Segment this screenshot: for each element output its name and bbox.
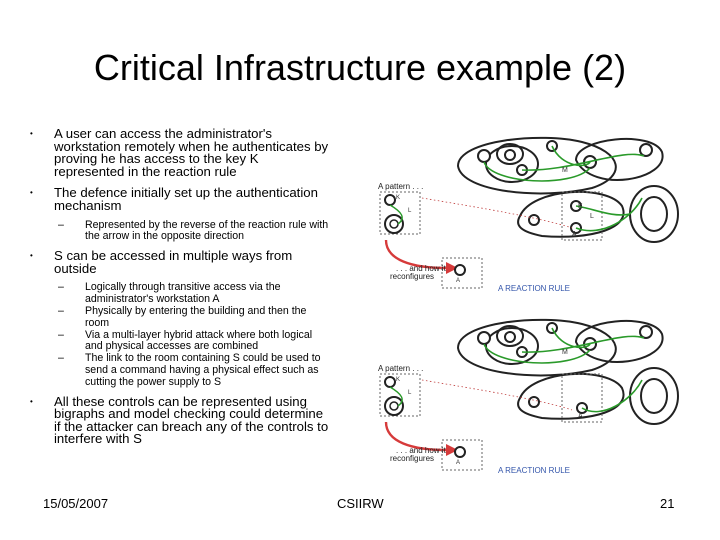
bullet-list [30,128,330,448]
sub-bullet-item [30,220,330,244]
node [529,397,539,407]
node-k [385,195,395,205]
reaction-rule-label: A REACTION RULE [498,466,571,475]
mapping-dotted-line [422,198,572,228]
sub-bullet-mark: – [58,281,64,294]
node [529,215,539,225]
bullet-item [30,187,330,212]
node-label: M [562,167,568,174]
inner-region [641,379,667,413]
sub-bullet-text: Via a multi-layer hybrid attack where both logical and physical accesses are combined [85,328,313,353]
region-right [630,368,678,424]
node-k [385,377,395,387]
node-a [455,447,465,457]
reaction-rule-diagram-2 [372,310,682,478]
node-label: A [578,413,583,420]
bullet-text: The defence initially set up the authentication mechanism [54,185,318,213]
bullet-item [30,250,330,275]
node-label: A [572,231,577,238]
node-a [390,402,398,410]
how-label: . . . and how it [396,446,446,455]
sub-bullet-text: Represented by the reverse of the reaction rule with the arrow in the opposite direction [85,218,329,243]
slide-title: Critical Infrastructure example (2) [93,47,627,88]
node-label: K [396,195,401,201]
region-right [630,186,678,242]
node-label: A [456,278,461,284]
sub-bullet-mark: – [58,328,64,341]
pattern-label: A pattern . . . [378,364,424,373]
pattern-box [378,182,572,234]
sub-bullet-item [30,282,330,306]
how-label: reconfigures [390,272,435,281]
bullet-item [30,393,330,447]
inner-region [641,197,667,231]
footer-date: 15/05/2007 [43,496,109,511]
sub-bullet-text: The link to the room containing S could be used to send a command having a physical effect such as cutting the power supply to S [85,352,321,388]
sub-bullet-item [30,330,330,354]
sub-bullet-text: Logically through transitive access via the administrator's workstation A [85,281,281,306]
reaction-rule-diagram-1 [372,128,682,296]
node [505,150,515,160]
footer-page-number: 21 [660,496,675,511]
how-label: . . . and how it [396,264,446,273]
bullet-text: A user can access the administrator's workstation remotely when he authenticates by proving he has access to the key K represented in the reaction rule [54,126,329,179]
sub-bullet-mark: – [58,304,64,317]
sub-bullet-mark: – [58,218,64,231]
node [478,150,490,162]
node-label: K [578,203,583,210]
sub-bullet-item [30,306,330,330]
how-label: reconfigures [390,454,435,463]
node-label: L [408,208,412,214]
node-label: L [590,213,594,220]
bullet-mark: • [30,251,33,261]
node-a [390,220,398,228]
node [505,332,515,342]
bullet-text: All these controls can be represented using bigraphs and model checking could determine if the attacker can breach any of the controls to interfere with S [54,393,329,447]
pattern-box [378,364,572,416]
sub-bullet-text: Physically by entering the building and then the room [85,304,307,329]
bullet-mark: • [30,129,33,138]
bullet-item [30,128,330,178]
bullet-text: S can be accessed in multiple ways from outside [54,248,293,276]
node [640,326,652,338]
bullet-mark: • [30,188,33,198]
top-bigraph [458,138,663,194]
sub-bullet-mark: – [58,352,64,365]
node-label: M [562,349,568,356]
node-label: A [456,460,461,466]
bullet-mark: • [30,396,33,406]
mapping-dotted-line [422,380,572,410]
footer-center: CSIIRW [337,496,384,511]
node-label: L [408,390,412,396]
sub-bullet-item [30,353,330,388]
reaction-rule-label: A REACTION RULE [498,284,571,293]
node [478,332,490,344]
node-a [455,265,465,275]
node [640,144,652,156]
top-bigraph [458,320,663,376]
pattern-label: A pattern . . . [378,182,424,191]
node-label: K [396,377,401,383]
